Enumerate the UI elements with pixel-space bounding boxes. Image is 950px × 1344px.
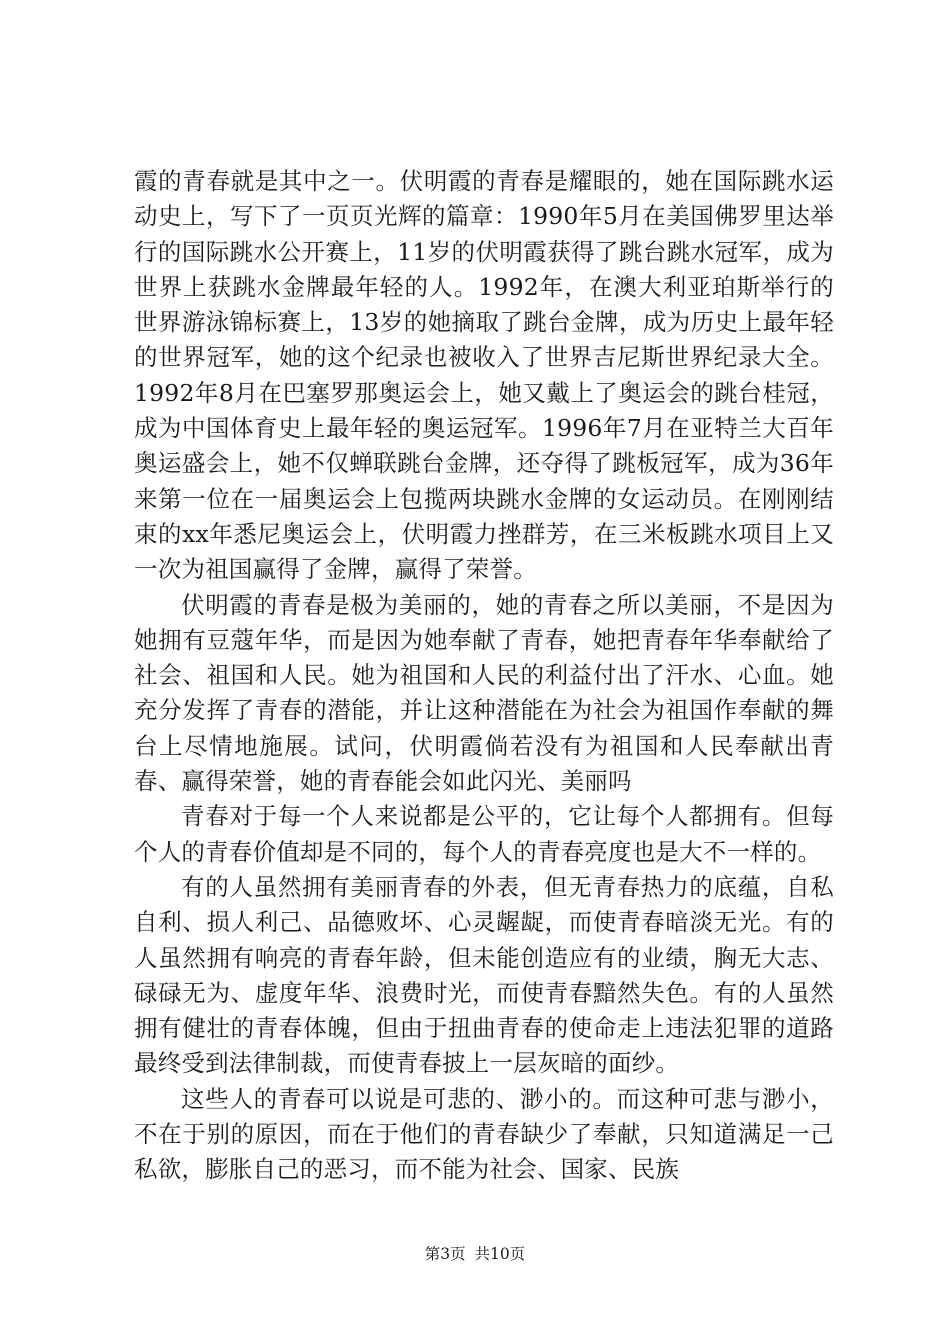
document-body (134, 164, 834, 1188)
paragraph-5: 这些人的青春可以说是可悲的、渺小的。而这种可悲与渺小，不在于别的原因，而在于他们的青春缺少了奉献，只知道满足一己私欲，膨胀自己的恶习，而不能为社会、国家、民族 (134, 1084, 834, 1184)
paragraph-3: 青春对于每一个人来说都是公平的，它让每个人都拥有。但每个人的青春价值却是不同的，每个人的青春亮度也是大不一样的。 (134, 802, 834, 866)
paragraph-1: 霞的青春就是其中之一。伏明霞的青春是耀眼的，她在国际跳水运动史上，写下了一页页光辉的篇章：1990年5月在美国佛罗里达举行的国际跳水公开赛上，11岁的伏明霞获得了跳台跳水冠军，成为世界上获跳水金牌最年轻的人。1992年，在澳大利亚珀斯举行的世界游泳锦标赛上，13岁的她摘取了跳台金牌，成为历史上最年轻的世界冠军，她的这个纪录也被收入了世界吉尼斯世界纪录大全。1992年8月在巴塞罗那奥运会上，她又戴上了奥运会的跳台桂冠，成为中国体育史上最年轻的奥运冠军。1996年7月在亚特兰大百年奥运盛会上，她不仅蝉联跳台金牌，还夺得了跳板冠军，成为36年来第一位在一届奥运会上包揽两块跳水金牌的女运动员。在刚刚结束的xx年悉尼奥运会上，伏明霞力挫群芳，在三米板跳水项目上又一次为祖国赢得了金牌，赢得了荣誉。 (134, 167, 834, 584)
page-total: 共10页 (474, 1245, 526, 1263)
paragraph-2: 伏明霞的青春是极为美丽的，她的青春之所以美丽，不是因为她拥有豆蔻年华，而是因为她奉献了青春，她把青春年华奉献给了社会、祖国和人民。她为祖国和人民的利益付出了汗水、心血。她充分发挥了青春的潜能，并让这种潜能在为社会为祖国作奉献的舞台上尽情地施展。试问，伏明霞倘若没有为祖国和人民奉献出青春、赢得荣誉，她的青春能会如此闪光、美丽吗 (134, 590, 834, 796)
page-footer (0, 1243, 950, 1265)
page-number: 第3页 (424, 1245, 466, 1263)
paragraph-4: 有的人虽然拥有美丽青春的外表，但无青春热力的底蕴，自私自利、损人利己、品德败坏、心灵龌龊，而使青春暗淡无光。有的人虽然拥有响亮的青春年龄，但未能创造应有的业绩，胸无大志、碌碌无为、虚度年华、浪费时光，而使青春黯然失色。有的人虽然拥有健壮的青春体魄，但由于扭曲青春的使命走上违法犯罪的道路最终受到法律制裁，而使青春披上一层灰暗的面纱。 (134, 872, 834, 1078)
